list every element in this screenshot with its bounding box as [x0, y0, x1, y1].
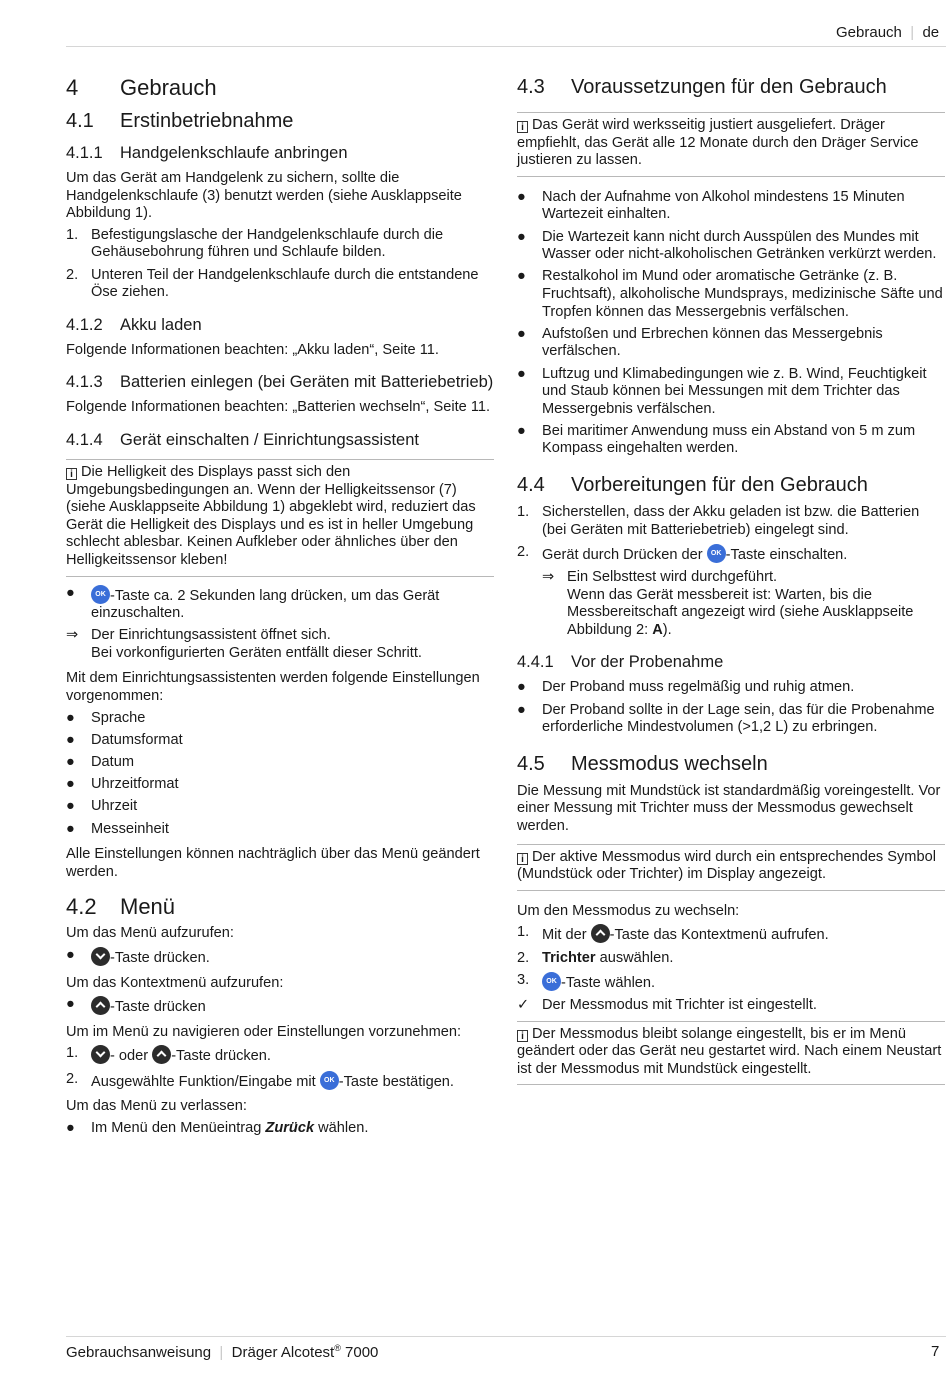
- list-item: [517, 950, 945, 968]
- list-item: [517, 326, 945, 361]
- bullet-text: Nach der Aufnahme von Alkohol mindestens 15 Minuten Wartezeit einhalten.: [542, 188, 905, 223]
- heading-title: Menü: [120, 894, 176, 920]
- page-number: 7: [931, 1343, 940, 1360]
- list-item: [66, 821, 494, 839]
- bullet-text: Bei maritimer Anwendung muss ein Abstand von 5 m zum Kompass eingehalten werden.: [542, 422, 916, 457]
- step-number: 2.: [517, 949, 530, 966]
- ok-key-icon: [91, 585, 110, 604]
- bullet: ●: [66, 731, 75, 748]
- list-item: [66, 754, 494, 772]
- heading-number: 4.4.1: [517, 653, 554, 672]
- down-key-icon: [91, 1045, 110, 1064]
- heading-title: Messmodus wechseln: [571, 752, 768, 775]
- heading-4-1-3: [66, 371, 494, 393]
- step-number: 2.: [66, 266, 79, 283]
- info-note: [517, 112, 945, 177]
- footer-doc: Gebrauchsanweisung: [66, 1344, 212, 1361]
- list-item: [517, 366, 945, 419]
- bullet-text: -Taste ca. 2 Sekunden lang drücken, um das Gerät einzuschalten.: [91, 587, 440, 622]
- step-number: 2.: [517, 543, 530, 560]
- note-text: Der Messmodus bleibt solange eingestellt, bis er im Menü geändert oder das Gerät neu gestartet wird. Nach einem Neustart ist der Messmodus mit Mundstück eingestellt.: [517, 1025, 942, 1077]
- heading-4-4: [517, 472, 945, 498]
- step-number: 3.: [517, 971, 530, 988]
- step-text: auswählen.: [595, 949, 674, 966]
- heading-4-1-4: [66, 429, 494, 451]
- bullet: ●: [517, 679, 526, 696]
- list-item: [66, 947, 494, 968]
- list-item: [517, 544, 945, 565]
- list-item: [517, 423, 945, 458]
- list-item: [517, 972, 945, 993]
- heading-title: Erstinbetriebnahme: [120, 110, 294, 132]
- result-text: ).: [662, 621, 672, 638]
- step-number: 1.: [66, 1045, 79, 1062]
- heading-title: Voraussetzungen für den Gebrauch: [571, 76, 887, 98]
- step-text: Sicherstellen, dass der Akku geladen ist bzw. die Batterien (bei Geräten mit Batteriebetrieb) eingelegt sind.: [542, 504, 920, 538]
- step-text: Ausgewählte Funktion/Eingabe mit: [91, 1073, 320, 1090]
- list-item: [66, 1120, 494, 1138]
- list-item: [66, 227, 494, 262]
- info-note: [517, 1021, 945, 1086]
- heading-title: Vorbereitungen für den Gebrauch: [571, 474, 868, 497]
- bullet: ●: [66, 946, 75, 963]
- footer-separator: |: [215, 1344, 228, 1361]
- list-item: [66, 1045, 494, 1066]
- list-item: [66, 732, 494, 750]
- heading-number: 4.1: [66, 110, 94, 132]
- heading-number: 4.1.3: [66, 373, 103, 392]
- paragraph: Mit dem Einrichtungsassistenten werden folgende Einstellungen vorgenommen:: [66, 670, 480, 705]
- header-lang: de: [922, 24, 940, 41]
- setting-label: Sprache: [91, 709, 146, 726]
- result-arrow-icon: ⇒: [542, 569, 555, 586]
- heading-4-1-2: [66, 314, 494, 336]
- bullet: ●: [66, 1119, 75, 1136]
- heading-number: 4.4: [517, 474, 545, 497]
- menu-entry-trichter: Trichter: [542, 949, 596, 966]
- heading-number: 4.3: [517, 76, 545, 98]
- paragraph: Um das Menü zu verlassen:: [66, 1098, 247, 1115]
- note-text: Die Helligkeit des Displays passt sich den Umgebungsbedingungen an. Wenn der Helligkeitssensor (7) (siehe Ausklappseite Abbildung 1) abgeklebt wird, reduziert das Gerät die Helligkeit des Displays und es ist in heller Umgebung schlecht ablesbar. Keinen Aufkleber oder ähnliches über den Helligkeitssensor kleben!: [66, 463, 476, 568]
- figure-ref: A: [652, 621, 663, 638]
- paragraph: Um das Menü aufzurufen:: [66, 925, 234, 942]
- footer-rule: [66, 1336, 946, 1337]
- heading-title: Vor der Probenahme: [571, 653, 724, 672]
- list-item: [66, 1071, 494, 1092]
- heading-title: Akku laden: [120, 315, 202, 334]
- result-text: Bei vorkonfigurierten Geräten entfällt dieser Schritt.: [91, 644, 422, 661]
- step-text: Mit der: [542, 927, 591, 944]
- list-item: [66, 776, 494, 794]
- info-icon: i: [517, 853, 528, 865]
- bullet: ●: [66, 996, 75, 1013]
- step-text: -Taste das Kontextmenü aufrufen.: [609, 927, 829, 944]
- header-section: Gebrauch: [836, 24, 902, 41]
- note-text: Der aktive Messmodus wird durch ein entsprechendes Symbol (Mundstück oder Trichter) im Display angezeigt.: [517, 848, 936, 883]
- bullet: ●: [517, 365, 526, 382]
- result-text: Der Einrichtungsassistent öffnet sich.: [91, 627, 331, 644]
- bullet: ●: [66, 820, 75, 837]
- heading-4-5: [517, 751, 945, 777]
- bullet: ●: [66, 776, 75, 793]
- heading-title: Handgelenkschlaufe anbringen: [120, 144, 348, 162]
- result-item: [66, 627, 494, 662]
- ok-key-icon: [320, 1071, 339, 1090]
- bullet-text: Der Proband sollte in der Lage sein, das für die Probenahme erforderliche Mindestvolumen (>1,2 L) zu erbringen.: [542, 701, 935, 736]
- bullet: ●: [517, 701, 526, 718]
- step-number: 1.: [66, 226, 79, 243]
- info-note: [66, 459, 494, 577]
- bullet-text: Luftzug und Klimabedingungen wie z. B. Wind, Feuchtigkeit und Staub können bei Messungen mit dem Trichter das Messergebnis verfälschen.: [542, 365, 927, 417]
- info-icon: i: [517, 121, 528, 133]
- step-text: Befestigungslasche der Handgelenkschlaufe durch die Gehäusebohrung führen und Schlaufe bilden.: [91, 226, 444, 261]
- context-up-key-icon: [591, 924, 610, 943]
- heading-title: Batterien einlegen (bei Geräten mit Batteriebetrieb): [120, 373, 494, 392]
- step-text: -Taste wählen.: [561, 974, 656, 991]
- paragraph: Um im Menü zu navigieren oder Einstellungen vorzunehmen:: [66, 1023, 462, 1040]
- bullet-text: -Taste drücken.: [110, 949, 210, 966]
- heading-number: 4: [66, 75, 79, 100]
- heading-4: [66, 74, 494, 102]
- check-text: Der Messmodus mit Trichter ist eingestellt.: [542, 996, 817, 1013]
- list-item: [66, 585, 494, 623]
- list-item: [66, 798, 494, 816]
- list-item: [517, 189, 945, 224]
- bullet-text: Im Menü den Menüeintrag: [91, 1119, 266, 1136]
- footer-product: Dräger Alcotest: [231, 1344, 335, 1361]
- right-column: [517, 72, 945, 1085]
- list-item: [66, 710, 494, 728]
- bullet-text: wählen.: [314, 1119, 369, 1136]
- paragraph: Folgende Informationen beachten: „Batterien wechseln“, Seite 11.: [66, 399, 491, 416]
- setting-label: Uhrzeit: [91, 798, 138, 815]
- list-item: [517, 504, 945, 539]
- heading-title: Gerät einschalten / Einrichtungsassistent: [120, 430, 419, 449]
- bullet-text: Der Proband muss regelmäßig und ruhig atmen.: [542, 679, 855, 696]
- header-rule: [66, 46, 946, 47]
- up-key-icon: [152, 1045, 171, 1064]
- heading-4-2: [66, 893, 494, 921]
- bullet: ●: [66, 754, 75, 771]
- heading-number: 4.1.2: [66, 315, 103, 334]
- step-number: 1.: [517, 504, 530, 521]
- paragraph: Folgende Informationen beachten: „Akku laden“, Seite 11.: [66, 341, 439, 358]
- running-header: [836, 24, 939, 41]
- setting-label: Datum: [91, 754, 134, 771]
- step-text: - oder: [110, 1048, 153, 1065]
- step-number: 1.: [517, 924, 530, 941]
- paragraph: Um das Gerät am Handgelenk zu sichern, sollte die Handgelenkschlaufe (3) benutzt werden (siehe Ausklappseite Abbildung 1).: [66, 170, 462, 222]
- setting-label: Datumsformat: [91, 731, 183, 748]
- heading-number: 4.2: [66, 894, 97, 920]
- setting-label: Messeinheit: [91, 820, 169, 837]
- menu-down-key-icon: [91, 947, 110, 966]
- heading-number: 4.1.4: [66, 430, 103, 449]
- list-item: [517, 997, 945, 1015]
- running-footer: [66, 1343, 378, 1361]
- left-column: [66, 72, 494, 1142]
- list-item: [517, 702, 945, 737]
- bullet-text: Aufstoßen und Erbrechen können das Messergebnis verfälschen.: [542, 325, 883, 360]
- menu-entry-zurueck: Zurück: [265, 1119, 315, 1136]
- heading-4-1: [66, 108, 494, 134]
- header-separator: |: [906, 24, 919, 41]
- list-item: [66, 267, 494, 302]
- paragraph: Alle Einstellungen können nachträglich über das Menü geändert werden.: [66, 846, 480, 880]
- result-arrow-icon: ⇒: [66, 627, 79, 644]
- heading-number: 4.1.1: [66, 144, 103, 162]
- info-icon: i: [517, 1030, 528, 1042]
- heading-title: Gebrauch: [120, 75, 217, 100]
- step-number: 2.: [66, 1070, 79, 1087]
- heading-number: 4.5: [517, 752, 545, 775]
- context-up-key-icon: [91, 996, 110, 1015]
- bullet: ●: [517, 188, 526, 205]
- registered-mark: ®: [334, 1343, 341, 1353]
- paragraph: Die Messung mit Mundstück ist standardmäßig voreingestellt. Vor einer Messung mit Trichter muss der Messmodus gewechselt werden.: [517, 782, 941, 834]
- heading-4-4-1: [517, 651, 945, 673]
- bullet: ●: [66, 709, 75, 726]
- step-text: Gerät durch Drücken der: [542, 546, 707, 563]
- bullet: ●: [517, 268, 526, 285]
- paragraph: Um das Kontextmenü aufzurufen:: [66, 974, 284, 991]
- step-text: -Taste drücken.: [171, 1048, 271, 1065]
- bullet-text: Die Wartezeit kann nicht durch Ausspülen des Mundes mit Wasser oder nicht-alkoholischen Getränken verkürzt werden.: [542, 228, 937, 263]
- result-text: Ein Selbsttest wird durchgeführt.: [567, 569, 778, 586]
- result-text: Wenn das Gerät messbereit ist: Warten, bis die Messbereitschaft angezeigt wird (siehe Ausklappseite Abbildung 2:: [567, 586, 914, 638]
- setting-label: Uhrzeitformat: [91, 776, 179, 793]
- list-item: [517, 229, 945, 264]
- info-note: [517, 844, 945, 891]
- bullet: ●: [66, 798, 75, 815]
- list-item: [517, 924, 945, 945]
- check-icon: ✓: [517, 996, 530, 1013]
- bullet: ●: [517, 228, 526, 245]
- step-text: Unteren Teil der Handgelenkschlaufe durch die entstandene Öse ziehen.: [91, 266, 479, 301]
- note-text: Das Gerät wird werksseitig justiert ausgeliefert. Dräger empfiehlt, das Gerät alle 12 Monate durch den Dräger Service justieren zu lassen.: [517, 117, 919, 169]
- list-item: [517, 679, 945, 697]
- ok-key-icon: [707, 544, 726, 563]
- footer-model: 7000: [345, 1344, 379, 1361]
- heading-4-3: [517, 74, 945, 100]
- result-item: [517, 569, 945, 639]
- info-icon: i: [66, 468, 77, 480]
- ok-key-icon: [542, 972, 561, 991]
- bullet-text: -Taste drücken: [110, 999, 206, 1016]
- step-text: -Taste einschalten.: [725, 546, 848, 563]
- bullet: ●: [517, 422, 526, 439]
- list-item: [66, 996, 494, 1017]
- list-item: [517, 268, 945, 321]
- heading-4-1-1: [66, 142, 494, 164]
- bullet-text: Restalkohol im Mund oder aromatische Getränke (z. B. Fruchtsaft), alkoholische Mundsprays, medizinische Säfte und Tropfen können das Messergebnis verfälschen.: [542, 268, 943, 320]
- step-text: -Taste bestätigen.: [338, 1073, 454, 1090]
- bullet: ●: [66, 584, 75, 601]
- paragraph: Um den Messmodus zu wechseln:: [517, 902, 740, 919]
- bullet: ●: [517, 325, 526, 342]
